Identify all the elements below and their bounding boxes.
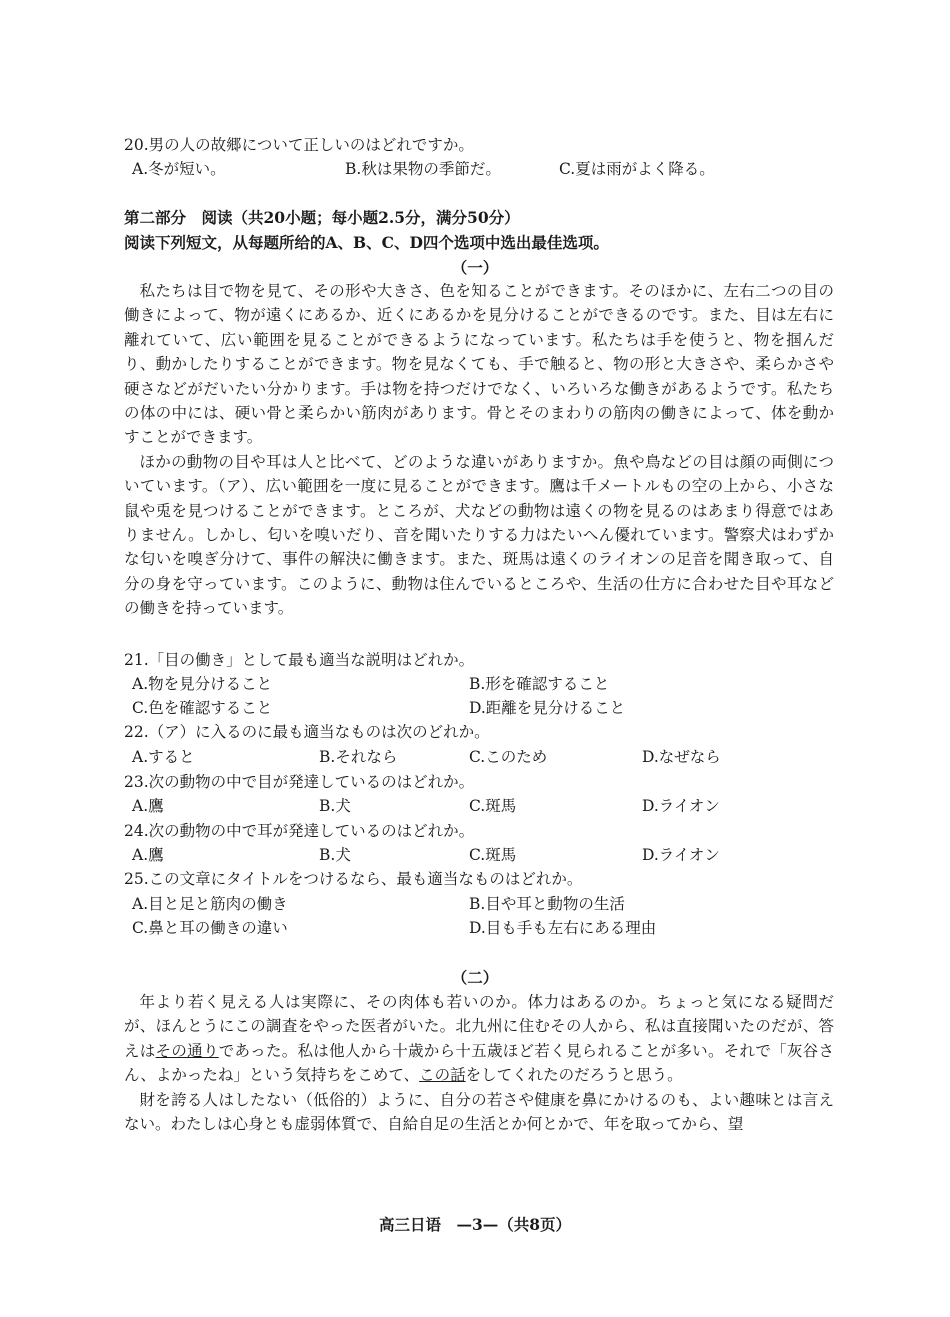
q22-option-a: A.すると (132, 748, 195, 766)
section-instruction: 阅读下列短文，从每题所给的A、B、C、D四个选项中选出最佳选项。 (124, 233, 609, 252)
q22-option-d: D.なぜなら (642, 748, 721, 766)
underlined-phrase-kono-hanashi: この話 (419, 1066, 466, 1085)
passage2-paragraph-1 (124, 990, 834, 1088)
q24-option-d: D.ライオン (642, 846, 720, 864)
section-heading: 第二部分 阅读（共20小题；每小题2.5分，满分50分） (124, 208, 520, 227)
page-footer: 高三日语 —3—（共8页） (378, 1215, 572, 1234)
q20-option-b: B.秋は果物の季節だ。 (345, 160, 501, 178)
passage1-paragraph: 私たちは目で物を見て、その形や大きさ、色を知ることができます。そのほかに、左右二つの目の働きによって、物が遠くにあるか、近くにあるかを見分けることができるのです。また、目は左右に離れていて、広い範囲を見ることができるようになっています。私たちは手を使うと、物を掴んだり、動かしたりすることができます。物を見なくても、手で触ると、物の形と大きさや、柔らかさや硬さなどがだいたい分かります。手は物を持つだけでなく、いろいろな働きがあるようです。私たちの体の中には、硬い骨と柔らかい筋肉があります。骨とそのまわりの筋肉の働きによって、体を動かすことができます。 (124, 282, 834, 447)
q21-option-c: C.色を確認すること (132, 699, 273, 717)
q24-option-a: A.鷹 (132, 846, 164, 864)
passage2-body (124, 990, 834, 1136)
passage1-title: （一） (451, 258, 499, 277)
passage2-text: をしてくれたのだろうと思う。 (465, 1066, 683, 1085)
q21-option-b: B.形を確認すること (469, 675, 610, 693)
underlined-phrase-sono-toori: その通り (155, 1041, 219, 1060)
q25-stem: 25.この文章にタイトルをつけるなら、最も適当なものはどれか。 (124, 870, 583, 888)
passage2-title: （二） (451, 968, 499, 987)
q20-option-a: A.冬が短い。 (132, 160, 226, 178)
q21-option-a: A.物を見分けること (132, 675, 273, 693)
q21-option-d: D.距離を見分けること (469, 699, 626, 717)
q24-option-c: C.斑馬 (469, 846, 517, 864)
passage2-paragraph-2: 財を誇る人はしたない（低俗的）ように、自分の若さや健康を鼻にかけるのも、よい趣味とは言えない。わたしは心身とも虚弱体質で、自給自足の生活とか何とかで、年を取ってから、望 (124, 1090, 834, 1134)
passage2-text: 年より若く見える人は実際に、その肉体も若いのか。体力はあるのか。ちょっと気になる疑問だが、ほんとうにこの調査をやった医者がいた。北九州に住むその人から、私は直接聞いたのだが、答えは (124, 993, 834, 1060)
q23-stem: 23.次の動物の中で目が発達しているのはどれか。 (124, 773, 475, 791)
q20-option-c: C.夏は雨がよく降る。 (559, 160, 715, 178)
passage1-body (124, 279, 834, 621)
q23-option-d: D.ライオン (642, 797, 720, 815)
passage1-paragraph: ほかの動物の目や耳は人と比べて、どのような違いがありますか。魚や鳥などの目は顔の両側についています。（ア）、広い範囲を一度に見ることができます。鷹は千メートルもの空の上から、小さな鼠や兎を見つけることができます。ところが、犬などの動物は遠くの物を見るのはあまり得意ではありません。しかし、匂いを嗅いだり、音を聞いたりする力はたいへん優れています。警察犬はわずかな匂いを嗅ぎ分けて、事件の解決に働きます。また、斑馬は遠くのライオンの足音を聞き取って、自分の身を守っています。このように、動物は住んでいるところや、生活の仕方に合わせた目や耳などの働きを持っています。 (124, 452, 834, 618)
q25-option-d: D.目も手も左右にある理由 (469, 919, 657, 937)
q25-option-c: C.鼻と耳の働きの違い (132, 919, 288, 937)
q25-option-a: A.目と足と筋肉の働き (132, 895, 288, 913)
q24-stem: 24.次の動物の中で耳が発達しているのはどれか。 (124, 822, 475, 840)
q23-option-b: B.犬 (319, 797, 351, 815)
q22-stem: 22.（ア）に入るのに最も適当なものは次のどれか。 (124, 723, 490, 741)
q24-option-b: B.犬 (319, 846, 351, 864)
passage2-text: であった。私は他人から十歳から十五歳ほど若く見られることが多い。それで「灰谷さん、よかったね」という気持ちをこめて、 (124, 1041, 834, 1085)
q22-option-b: B.それなら (319, 748, 398, 766)
q23-option-c: C.斑馬 (469, 797, 517, 815)
q23-option-a: A.鷹 (132, 797, 164, 815)
q20-question: 20.男の人の故郷について正しいのはどれですか。 (124, 136, 474, 154)
q21-stem: 21.「目の働き」として最も適当な説明はどれか。 (124, 651, 475, 669)
q25-option-b: B.目や耳と動物の生活 (469, 895, 625, 913)
q22-option-c: C.このため (469, 748, 548, 766)
